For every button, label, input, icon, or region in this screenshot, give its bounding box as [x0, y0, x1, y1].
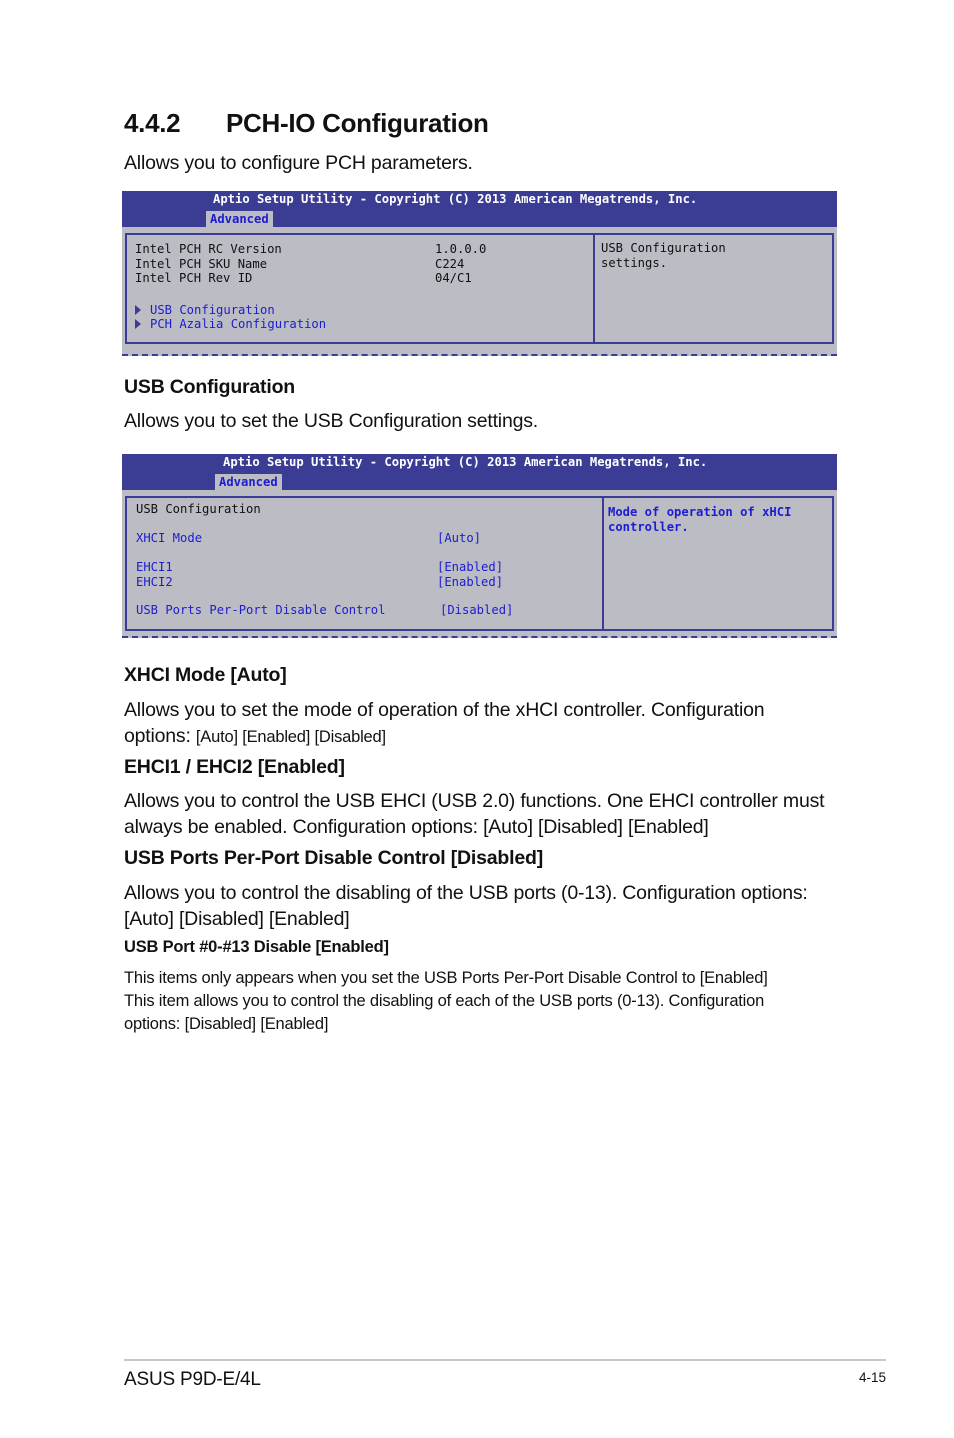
section-title [124, 108, 489, 139]
bios-title: Aptio Setup Utility - Copyright (C) 2013 American Megatrends, Inc. [223, 455, 708, 469]
ehci1-value[interactable]: [Enabled] [437, 560, 504, 574]
help-text: USB Configuration [601, 241, 726, 255]
info-value: 1.0.0.0 [435, 242, 487, 256]
help-text: controller. [608, 519, 689, 534]
bios-title: Aptio Setup Utility - Copyright (C) 2013 American Megatrends, Inc. [213, 192, 698, 206]
footer-product-name: ASUS P9D-E/4L [124, 1369, 261, 1390]
submenu-pch-azalia-configuration[interactable]: PCH Azalia Configuration [150, 317, 327, 331]
bios-screen-usb-configuration [122, 454, 837, 638]
port-disable-text-line3: options: [Disabled] [Enabled] [124, 1015, 329, 1033]
ehci1-label[interactable]: EHCI1 [136, 560, 173, 574]
per-port-disable-label[interactable]: USB Ports Per-Port Disable Control [136, 603, 386, 617]
xhci-mode-label[interactable]: XHCI Mode [136, 531, 203, 545]
section-intro: Allows you to configure PCH parameters. [124, 152, 473, 174]
info-value: 04/C1 [435, 271, 472, 285]
bios-help-panel [595, 233, 834, 344]
ehci-text-line2: always be enabled. Configuration options: [Auto] [Disabled] [Enabled] [124, 816, 709, 838]
help-text: Mode of operation of xHCI [608, 505, 792, 519]
bios-bottom-dashed-border [122, 636, 837, 638]
port-disable-text-line2: This item allows you to control the disabling of each of the USB ports (0-13). Configuration [124, 992, 765, 1010]
info-label: Intel PCH SKU Name [135, 256, 268, 271]
usb-configuration-heading: USB Configuration [124, 376, 295, 398]
bios-help-panel [604, 496, 834, 631]
per-port-text-line2: [Auto] [Disabled] [Enabled] [124, 908, 350, 930]
per-port-heading: USB Ports Per-Port Disable Control [Disabled] [124, 847, 543, 869]
info-label: Intel PCH RC Version [135, 242, 282, 256]
per-port-text-line1: Allows you to control the disabling of the USB ports (0-13). Configuration options: [124, 882, 808, 904]
section-title-text: PCH-IO Configuration [226, 108, 489, 138]
help-text: settings. [601, 255, 668, 270]
bios-main-panel [125, 233, 595, 344]
options-lead: options: [124, 725, 191, 747]
xhci-mode-heading: XHCI Mode [Auto] [124, 664, 287, 686]
ehci2-value[interactable]: [Enabled] [437, 574, 504, 589]
port-disable-text-line1: This items only appears when you set the USB Ports Per-Port Disable Control to [Enabled] [124, 969, 768, 987]
port-disable-heading: USB Port #0-#13 Disable [Enabled] [124, 938, 389, 956]
bios-screen-pch-io [122, 191, 837, 356]
info-label: Intel PCH Rev ID [135, 271, 253, 285]
tab-advanced[interactable]: Advanced [215, 474, 282, 490]
section-number: 4.4.2 [124, 108, 181, 138]
bios-header [122, 191, 837, 227]
submenu-arrow-icon [135, 305, 141, 315]
ehci-heading: EHCI1 / EHCI2 [Enabled] [124, 756, 345, 778]
bios-header [122, 454, 837, 490]
submenu-usb-configuration[interactable]: USB Configuration [150, 303, 275, 317]
per-port-disable-value[interactable]: [Disabled] [440, 603, 514, 617]
ehci-text-line1: Allows you to control the USB EHCI (USB 2.0) functions. One EHCI controller must [124, 790, 825, 812]
xhci-mode-text-line2 [124, 723, 386, 750]
usb-configuration-text: Allows you to set the USB Configuration settings. [124, 410, 539, 432]
footer-rule [124, 1359, 886, 1361]
page-header-row: USB Configuration [136, 502, 261, 516]
options-list: [Auto] [Enabled] [Disabled] [195, 728, 386, 746]
xhci-mode-value[interactable]: [Auto] [437, 531, 482, 545]
xhci-mode-text-line1: Allows you to set the mode of operation of the xHCI controller. Configuration [124, 699, 765, 721]
submenu-arrow-icon [135, 319, 141, 329]
bios-bottom-dashed-border [122, 354, 837, 356]
bios-main-panel [125, 496, 604, 631]
info-value: C224 [435, 256, 465, 271]
footer-page-number: 4-15 [858, 1370, 886, 1385]
tab-advanced[interactable]: Advanced [206, 211, 273, 227]
ehci2-label[interactable]: EHCI2 [136, 574, 173, 589]
